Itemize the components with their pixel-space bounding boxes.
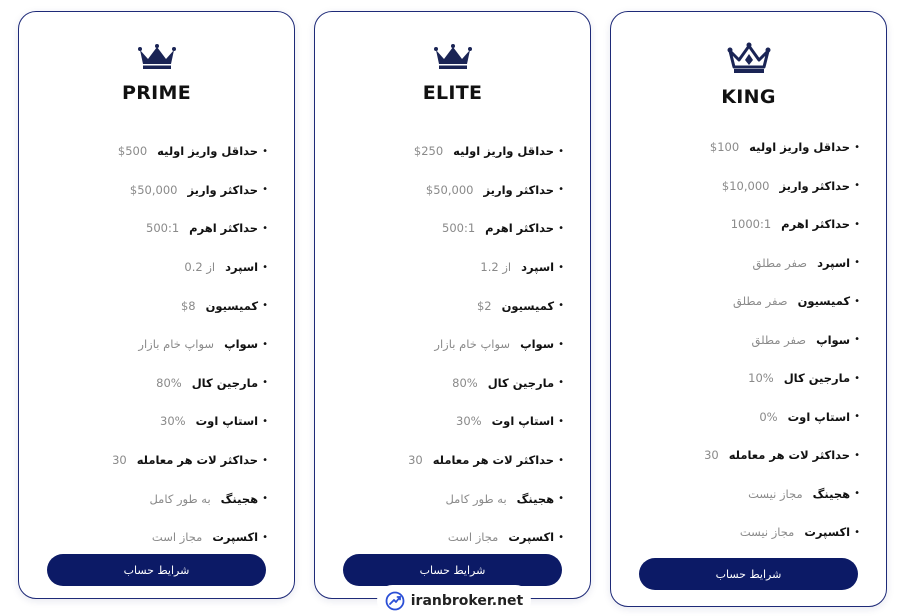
feature-row: • کمیسیون صفر مطلق (733, 294, 860, 309)
feature-label: حداکثر اهرم (189, 221, 259, 236)
plan-card-prime (18, 11, 295, 599)
plan-title: PRIME (121, 82, 191, 104)
feature-row: • هجینگ به طور کامل (149, 491, 268, 506)
feature-row: • حداکثر لات هر معامله 30 (112, 453, 268, 468)
feature-row: • استاپ اوت 30% (160, 414, 268, 429)
feature-label: استاپ اوت (787, 409, 851, 424)
feature-value: $250 (413, 144, 444, 159)
plan-title: KING (721, 86, 776, 108)
account-conditions-button[interactable]: شرایط حساب (47, 554, 266, 586)
feature-row: • هجینگ مجاز نیست (748, 486, 860, 501)
feature-row: • حداقل واریز اولیه $250 (413, 144, 564, 159)
feature-row: • اکسپرت مجاز است (447, 530, 564, 545)
feature-value: 0% (759, 409, 778, 424)
feature-value: 30% (160, 414, 186, 429)
watermark (377, 585, 531, 616)
feature-label: سواپ (520, 337, 555, 352)
feature-row: • سواپ صفر مطلق (751, 332, 860, 347)
feature-value: مجاز است (151, 530, 203, 545)
feature-value: از 0.2 (184, 260, 216, 275)
feature-value: مجاز نیست (739, 525, 795, 540)
feature-value: 500:1 (146, 221, 180, 236)
feature-row: • اکسپرت مجاز نیست (739, 525, 860, 540)
feature-label: استاپ اوت (195, 414, 259, 429)
feature-label: حداکثر لات هر معامله (728, 448, 851, 463)
feature-label: حداکثر واریز (187, 182, 259, 197)
crown-icon (727, 42, 771, 74)
feature-value: مجاز نیست (748, 486, 803, 501)
feature-row: • استاپ اوت 0% (759, 409, 860, 424)
feature-row: • حداکثر واریز $10,000 (721, 178, 860, 193)
feature-label: کمیسیون (797, 294, 851, 309)
feature-row: • مارجین کال 10% (748, 371, 860, 386)
feature-row: • سواپ سواپ خام بازار (434, 337, 564, 352)
feature-row: • اکسپرت مجاز است (151, 530, 268, 545)
feature-label: اکسپرت (212, 530, 259, 545)
feature-label: اکسپرت (804, 525, 851, 540)
feature-row: • اسپرد صفر مطلق (752, 255, 860, 270)
feature-value: 30 (112, 453, 127, 468)
feature-row: • مارجین کال 80% (452, 375, 564, 390)
feature-value: 10% (748, 371, 774, 386)
feature-row: • هجینگ به طور کامل (445, 491, 564, 506)
feature-value: 80% (452, 375, 478, 390)
feature-row: • اسپرد از 1.2 (480, 260, 564, 275)
feature-label: هجینگ (812, 486, 851, 501)
feature-value: $10,000 (721, 178, 770, 193)
account-conditions-button[interactable]: شرایط حساب (639, 558, 858, 590)
feature-row: • حداکثر واریز $50,000 (425, 182, 564, 197)
feature-row: • حداکثر اهرم 500:1 (146, 221, 268, 236)
feature-label: مارجین کال (191, 375, 259, 390)
feature-value: $500 (117, 144, 148, 159)
feature-row: • کمیسیون $8 (180, 298, 268, 313)
feature-value: سواپ خام بازار (138, 337, 215, 352)
feature-label: حداقل واریز اولیه (453, 144, 555, 159)
feature-row: • حداقل واریز اولیه $500 (117, 144, 268, 159)
feature-row: • سواپ سواپ خام بازار (138, 337, 268, 352)
feature-row: • حداکثر واریز $50,000 (129, 182, 268, 197)
feature-label: اکسپرت (508, 530, 555, 545)
plan-card-elite (314, 11, 591, 599)
feature-label: کمیسیون (205, 298, 259, 313)
watermark-text: iranbroker.net (410, 592, 524, 609)
feature-value: صفر مطلق (733, 294, 788, 309)
feature-row: • استاپ اوت 30% (456, 414, 564, 429)
crown-icon (434, 44, 472, 70)
plan-features (327, 132, 564, 557)
feature-value: $50,000 (129, 182, 178, 197)
feature-row: • حداکثر اهرم 500:1 (442, 221, 564, 236)
feature-row: • حداکثر لات هر معامله 30 (704, 448, 860, 463)
feature-value: به طور کامل (149, 491, 211, 506)
feature-label: حداکثر اهرم (485, 221, 555, 236)
feature-label: سواپ (816, 332, 851, 347)
feature-label: حداقل واریز اولیه (157, 144, 259, 159)
feature-label: حداقل واریز اولیه (749, 140, 851, 155)
feature-label: حداکثر لات هر معامله (136, 453, 259, 468)
feature-label: هجینگ (220, 491, 259, 506)
account-conditions-button[interactable]: شرایط حساب (343, 554, 562, 586)
feature-value: سواپ خام بازار (434, 337, 511, 352)
feature-label: حداکثر واریز (779, 178, 851, 193)
feature-label: اسپرد (225, 260, 259, 275)
feature-row: • اسپرد از 0.2 (184, 260, 268, 275)
feature-row: • حداقل واریز اولیه $100 (709, 140, 860, 155)
feature-label: استاپ اوت (491, 414, 555, 429)
feature-label: مارجین کال (487, 375, 555, 390)
feature-value: $100 (709, 140, 740, 155)
feature-label: کمیسیون (501, 298, 555, 313)
feature-label: حداکثر اهرم (781, 217, 851, 232)
chart-trend-icon (385, 591, 405, 611)
feature-value: 80% (156, 375, 182, 390)
feature-row: • حداکثر لات هر معامله 30 (408, 453, 564, 468)
feature-value: به طور کامل (445, 491, 507, 506)
feature-value: مجاز است (447, 530, 499, 545)
feature-value: از 1.2 (480, 260, 512, 275)
feature-label: اسپرد (817, 255, 851, 270)
feature-value: $8 (180, 298, 196, 313)
feature-value: صفر مطلق (752, 255, 808, 270)
feature-value: صفر مطلق (751, 332, 807, 347)
plan-title: ELITE (422, 82, 483, 104)
crown-icon (138, 44, 176, 70)
plan-features (31, 132, 268, 557)
feature-label: حداکثر واریز (483, 182, 555, 197)
feature-label: حداکثر لات هر معامله (432, 453, 555, 468)
feature-value: 30 (704, 448, 719, 463)
feature-label: سواپ (224, 337, 259, 352)
feature-label: مارجین کال (783, 371, 851, 386)
plan-features (623, 128, 860, 552)
feature-row: • حداکثر اهرم 1000:1 (730, 217, 860, 232)
feature-value: 500:1 (442, 221, 476, 236)
feature-label: اسپرد (521, 260, 555, 275)
feature-value: 30% (456, 414, 482, 429)
plan-card-king (610, 11, 887, 607)
feature-row: • مارجین کال 80% (156, 375, 268, 390)
feature-value: 1000:1 (730, 217, 772, 232)
feature-value: 30 (408, 453, 423, 468)
feature-value: $50,000 (425, 182, 474, 197)
feature-row: • کمیسیون $2 (476, 298, 564, 313)
feature-value: $2 (476, 298, 492, 313)
feature-label: هجینگ (516, 491, 555, 506)
